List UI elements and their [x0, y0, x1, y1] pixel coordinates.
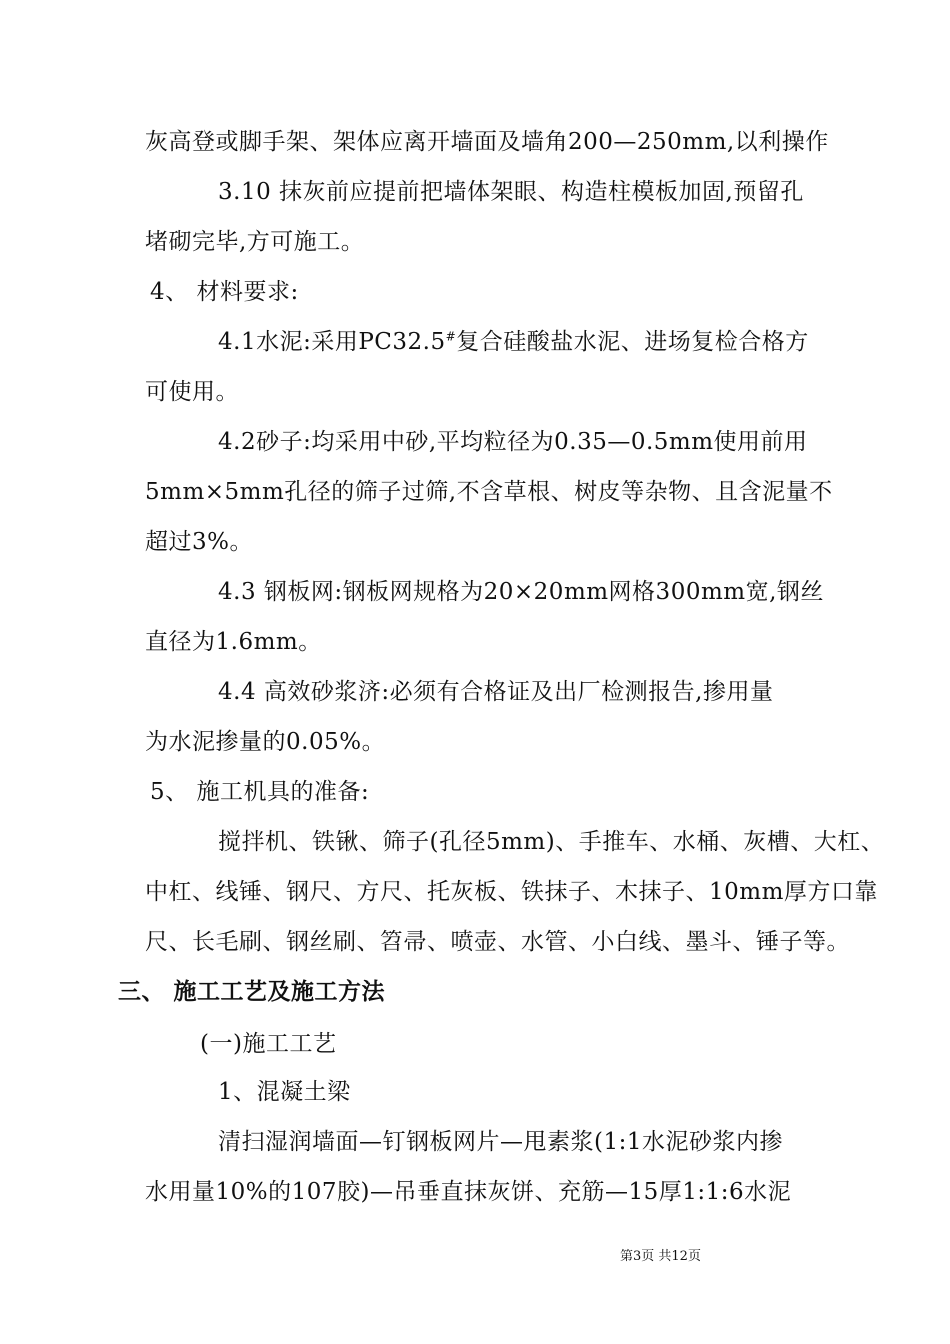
- text-line: 清扫湿润墙面—钉钢板网片—甩素浆(1:1水泥砂浆内掺: [218, 1129, 783, 1155]
- section-heading: 4、 材料要求:: [150, 279, 299, 305]
- text-segment: 4.1水泥:采用PC32.5: [218, 329, 446, 355]
- text-line: 4.2砂子:均采用中砂,平均粒径为0.35—0.5mm使用前用: [218, 429, 808, 455]
- text-line: 灰高登或脚手架、架体应离开墙面及墙角200—250mm,以利操作: [145, 129, 829, 155]
- chapter-heading: 三、 施工工艺及施工方法: [118, 979, 386, 1005]
- text-line: 为水泥掺量的0.05%。: [145, 729, 386, 755]
- text-line: 中杠、线锤、钢尺、方尺、托灰板、铁抹子、木抹子、10mm厚方口靠: [145, 879, 878, 905]
- text-line: 5mm×5mm孔径的筛子过筛,不含草根、树皮等杂物、且含泥量不: [145, 479, 833, 505]
- text-line: [218, 327, 809, 357]
- text-line: 搅拌机、铁锹、筛子(孔径5mm)、手推车、水桶、灰槽、大杠、: [218, 829, 885, 855]
- text-line: 可使用。: [145, 379, 239, 405]
- page-footer: 第3页 共12页: [620, 1249, 701, 1264]
- subsection-heading: (一)施工工艺: [200, 1031, 337, 1057]
- superscript: #: [445, 329, 457, 344]
- text-line: 3.10 抹灰前应提前把墙体架眼、构造柱模板加固,预留孔: [218, 179, 804, 205]
- text-line: 超过3%。: [145, 529, 253, 555]
- text-line: 堵砌完毕,方可施工。: [145, 229, 365, 255]
- text-line: 水用量10%的107胶)—吊垂直抹灰饼、充筋—15厚1:1:6水泥: [145, 1179, 792, 1205]
- text-line: 4.3 钢板网:钢板网规格为20×20mm网格300mm宽,钢丝: [218, 579, 824, 605]
- text-segment: 复合硅酸盐水泥、进场复检合格方: [456, 329, 809, 355]
- text-line: 4.4 高效砂浆济:必须有合格证及出厂检测报告,掺用量: [218, 679, 774, 705]
- subsection-heading: 1、混凝土梁: [218, 1079, 351, 1105]
- text-line: 尺、长毛刷、钢丝刷、笤帚、喷壶、水管、小白线、墨斗、锤子等。: [145, 929, 850, 955]
- text-line: 直径为1.6mm。: [145, 629, 322, 655]
- section-heading: 5、 施工机具的准备:: [150, 779, 370, 805]
